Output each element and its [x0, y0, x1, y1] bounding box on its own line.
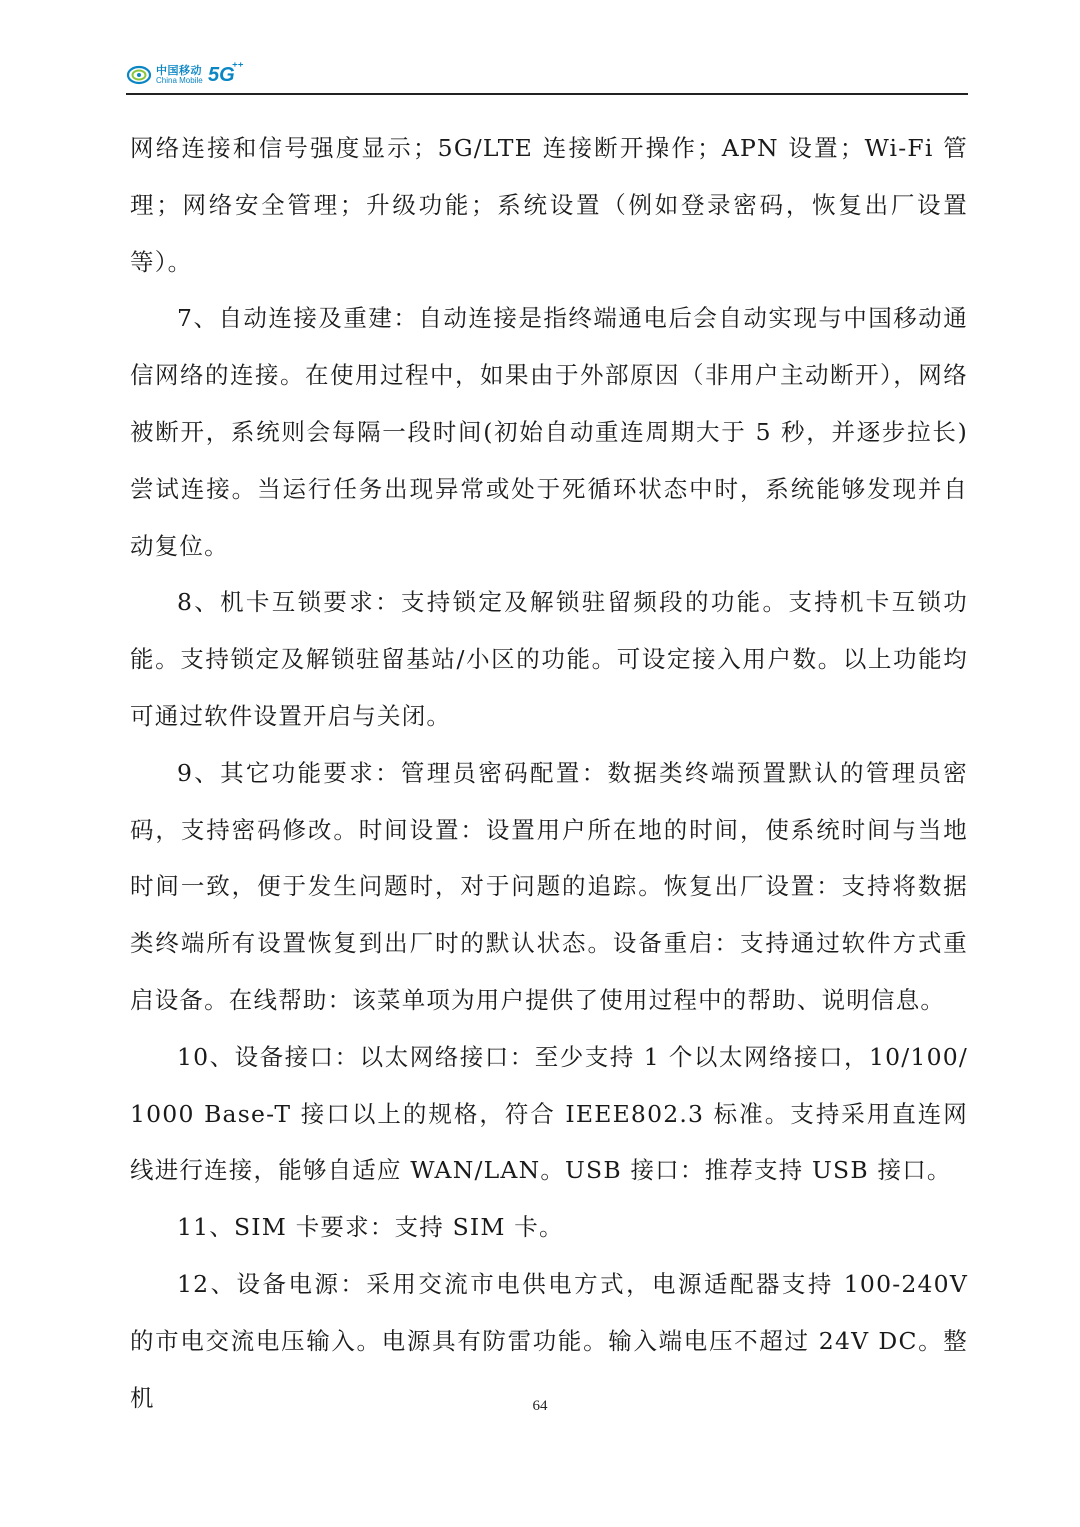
logo-plus-text: ⁺⁺ — [232, 61, 244, 73]
page-number: 64 — [532, 1398, 548, 1414]
paragraph-auto-connect: 7、自动连接及重建：自动连接是指终端通电后会自动实现与中国移动通信网络的连接。在使用过程中，如果由于外部原因（非用户主动断开），网络被断开，系统则会每隔一段时间(初始自动重连周期大于 5 秒，并逐步拉长)尝试连接。当运行任务出现异常或处于死循环状态中时，系统能够发现并自动复位。 — [130, 304, 968, 560]
china-mobile-5g-logo — [126, 60, 256, 92]
page-header — [126, 56, 968, 96]
paragraph-device-interfaces: 10、设备接口：以太网络接口：至少支持 1 个以太网络接口，10/100/1000 Base-T 接口以上的规格，符合 IEEE802.3 标准。支持采用直连网线进行连接，能够自适应 WAN/LAN。USB 接口：推荐支持 USB 接口。 — [130, 1042, 968, 1185]
paragraph-network-functions: 网络连接和信号强度显示；5G/LTE 连接断开操作；APN 设置；Wi-Fi 管理；网络安全管理；升级功能；系统设置（例如登录密码，恢复出厂设置等）。 — [130, 134, 968, 276]
header-divider — [126, 93, 968, 95]
logo-chinese-text: 中国移动 — [156, 64, 202, 77]
logo-5g-text: 5G — [208, 64, 235, 86]
paragraph-other-functions: 9、其它功能要求：管理员密码配置：数据类终端预置默认的管理员密码，支持密码修改。时间设置：设置用户所在地的时间，使系统时间与当地时间一致，便于发生问题时，对于问题的追踪。恢复出厂设置：支持将数据类终端所有设置恢复到出厂时的默认状态。设备重启：支持通过软件方式重启设备。在线帮助：该菜单项为用户提供了使用过程中的帮助、说明信息。 — [130, 758, 968, 1014]
logo-english-text: China Mobile — [156, 76, 203, 85]
document-body — [130, 120, 968, 1426]
paragraph-sim-card: 11、SIM 卡要求：支持 SIM 卡。 — [177, 1213, 564, 1242]
paragraph-power-supply: 12、设备电源：采用交流市电供电方式，电源适配器支持 100-240V 的市电交流电压输入。电源具有防雷功能。输入端电压不超过 24V DC。整机 — [130, 1269, 968, 1412]
paragraph-card-lock: 8、机卡互锁要求：支持锁定及解锁驻留频段的功能。支持机卡互锁功能。支持锁定及解锁驻留基站/小区的功能。可设定接入用户数。以上功能均可通过软件设置开启与关闭。 — [130, 588, 968, 730]
china-mobile-swirl-icon — [126, 62, 152, 88]
